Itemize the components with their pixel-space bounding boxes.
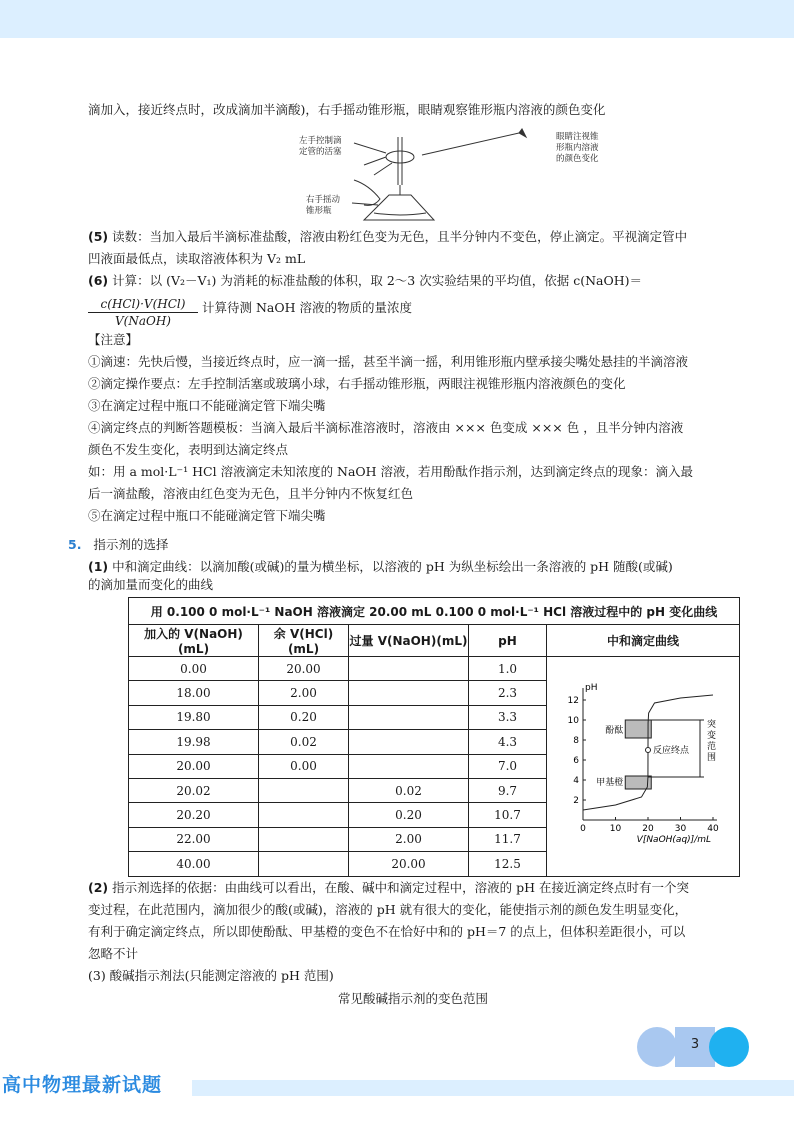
note-3: ③在滴定过程中瓶口不能碰滴定管下端尖嘴 xyxy=(88,398,326,413)
table-title: 用 0.100 0 mol·L⁻¹ NaOH 溶液滴定 20.00 mL 0.100 0 mol·L⁻¹ HCl 溶液过程中的 pH 变化曲线 xyxy=(129,598,740,625)
step5-line2: 凹液面最低点，读取溶液体积为 V₂ mL xyxy=(88,251,306,266)
fraction-numerator: c(HCl)·V(HCl) xyxy=(88,297,198,313)
y-axis-label: pH xyxy=(585,682,598,693)
section5-title: 指示剂的选择 xyxy=(93,537,169,552)
section5-p1-line2: 的滴加量而变化的曲线 xyxy=(88,577,214,592)
jump-range-label-char: 范 xyxy=(707,741,717,752)
x-tick-label: 10 xyxy=(609,823,622,834)
table-row: 19.98 0.02 4.3 xyxy=(129,730,740,754)
y-tick-label: 8 xyxy=(573,735,579,746)
x-tick-label: 40 xyxy=(707,823,719,834)
y-tick-label: 2 xyxy=(573,795,579,806)
col-header-excess: 过量 V(NaOH)(mL) xyxy=(349,625,469,657)
table-row: 20.02 0.02 9.7 xyxy=(129,778,740,802)
fig-label-left-bottom: 右手摇动 xyxy=(306,195,341,205)
jump-range-label-char: 突 xyxy=(707,719,717,730)
fig-label-left-bottom-2: 锥形瓶 xyxy=(306,206,332,216)
table-row: 18.00 2.00 2.3 xyxy=(129,681,740,705)
x-tick-label: 30 xyxy=(674,823,687,834)
x-tick-label: 20 xyxy=(642,823,654,834)
table-row: 20.20 0.20 10.7 xyxy=(129,803,740,827)
p3-line: (3) 酸碱指示剂法(只能测定溶液的 pH 范围) xyxy=(88,968,334,983)
p2-number: (2) xyxy=(88,880,109,895)
p2-line2: 变过程，在此范围内，滴加很少的酸(或碱)，溶液的 pH 就有很大的变化，能使指示剂的颜色发生明显变化， xyxy=(88,902,688,917)
fig-label-left-top: 左手控制滴 xyxy=(299,136,342,146)
col-header-ph: pH xyxy=(469,625,547,657)
intro-line: 滴加入，接近终点时，改成滴加半滴酸)，右手摇动锥形瓶，眼睛观察锥形瓶内溶液的颜色变化 xyxy=(88,102,606,117)
note-2: ②滴定操作要点：左手控制活塞或玻璃小球，右手摇动锥形瓶，两眼注视锥形瓶内溶液颜色的变化 xyxy=(88,376,626,391)
fig-label-right-3: 的颜色变化 xyxy=(556,154,599,164)
fig-label-left-top-2: 定管的活塞 xyxy=(299,147,342,157)
phenolphthalein-label: 酚酞 xyxy=(605,725,624,736)
p2-line1 xyxy=(88,879,689,897)
jump-range-label-char: 围 xyxy=(707,752,717,763)
section5-number: 5. xyxy=(68,537,82,552)
header-band xyxy=(0,0,794,38)
note-5: ⑤在滴定过程中瓶口不能碰滴定管下端尖嘴 xyxy=(88,508,326,523)
step6-line1 xyxy=(88,272,642,290)
step5-text: 读数：当加入最后半滴标准盐酸，溶液由粉红色变为无色，且半分钟内不变色，停止滴定。平视滴定管中 xyxy=(108,229,688,244)
titration-curve-chart xyxy=(553,680,733,850)
section5-p1-line1 xyxy=(88,558,673,576)
titration-figure xyxy=(294,125,624,225)
chart-cell xyxy=(547,657,740,877)
example-line2: 后一滴盐酸，溶液由红色变为无色，且半分钟内不恢复红色 xyxy=(88,486,414,501)
y-tick-label: 6 xyxy=(573,755,579,766)
table-row: 22.00 2.00 11.7 xyxy=(129,827,740,851)
fraction-denominator: V(NaOH) xyxy=(115,314,171,328)
jump-range-label-char: 变 xyxy=(707,730,717,741)
p2-line4: 忽略不计 xyxy=(88,946,139,961)
fig-label-right-1: 眼睛注视锥 xyxy=(556,132,599,142)
flask xyxy=(364,195,434,220)
x-axis-label: V[NaOH(aq)]/mL xyxy=(636,834,711,845)
note-4-line2: 颜色不发生变化，表明到达滴定终点 xyxy=(88,442,289,457)
table-row: 40.00 20.00 12.5 xyxy=(129,852,740,876)
table-row: 19.80 0.20 3.3 xyxy=(129,705,740,729)
methyl-orange-label: 甲基橙 xyxy=(596,777,624,788)
col-header-remaining: 余 V(HCl)(mL) xyxy=(259,625,349,657)
notes-title: 【注意】 xyxy=(88,332,139,347)
col-header-curve: 中和滴定曲线 xyxy=(547,625,740,657)
p1-number: (1) xyxy=(88,559,109,574)
step6-number: (6) xyxy=(88,273,109,288)
step5-line1 xyxy=(88,228,687,246)
concentration-fraction xyxy=(88,297,198,328)
fig-label-right-2: 形瓶内溶液 xyxy=(556,143,599,153)
x-tick-label: 0 xyxy=(580,823,586,834)
endpoint-label: 反应终点 xyxy=(653,745,690,756)
y-tick-label: 4 xyxy=(573,775,579,786)
table-row: 0.00 20.00 1.0 pH 2 4 6 8 10 12 0 10 20 30 40 V[NaOH(aq)]/mL 酚酞 甲基橙 反应终点 突 变 范 围 xyxy=(129,657,740,681)
note-4-line1: ④滴定终点的判断答题模板：当滴入最后半滴标准溶液时，溶液由 ××× 色变成 ××× 色 ，且半分钟内溶液 xyxy=(88,420,684,435)
phenolphthalein-range-box xyxy=(625,720,651,738)
ph-table xyxy=(128,597,740,877)
indicator-caption: 常见酸碱指示剂的变色范围 xyxy=(337,991,488,1006)
step6-line2: 计算待测 NaOH 溶液的物质的量浓度 xyxy=(202,300,412,315)
p2-text: 指示剂选择的依据：由曲线可以看出，在酸、碱中和滴定过程中，溶液的 pH 在接近滴定终点时有一个突 xyxy=(108,880,689,895)
step6-text: 计算：以 (V₂－V₁) 为消耗的标准盐酸的体积，取 2～3 次实验结果的平均值，依据 c(NaOH)＝ xyxy=(108,273,642,288)
endpoint-marker xyxy=(646,747,651,752)
p2-line3: 有利于确定滴定终点，所以即使酚酞、甲基橙的变色不在恰好中和的 pH＝7 的点上，但体积差距很小，可以 xyxy=(88,924,686,939)
step5-number: (5) xyxy=(88,229,109,244)
footer-band xyxy=(192,1080,794,1096)
col-header-added: 加入的 V(NaOH)(mL) xyxy=(129,625,259,657)
table-row: 20.00 0.00 7.0 xyxy=(129,754,740,778)
page-number-badge xyxy=(637,1027,752,1067)
note-1: ①滴速：先快后慢，当接近终点时，应一滴一摇，甚至半滴一摇，利用锥形瓶内壁承接尖嘴处悬挂的半滴溶液 xyxy=(88,354,689,369)
y-tick-label: 10 xyxy=(567,715,579,726)
p1-text: 中和滴定曲线：以滴加酸(或碱)的量为横坐标，以溶液的 pH 为纵坐标绘出一条溶液的 pH 随酸(或碱) xyxy=(108,559,673,574)
example-line1: 如：用 a mol·L⁻¹ HCl 溶液滴定未知浓度的 NaOH 溶液，若用酚酞作指示剂，达到滴定终点的现象：滴入最 xyxy=(88,464,694,479)
section5-heading xyxy=(68,536,168,554)
y-tick-label: 12 xyxy=(567,695,579,706)
brand-logo-text: 高中物理最新试题 xyxy=(2,1074,163,1096)
page-number: 3 xyxy=(690,1037,700,1052)
